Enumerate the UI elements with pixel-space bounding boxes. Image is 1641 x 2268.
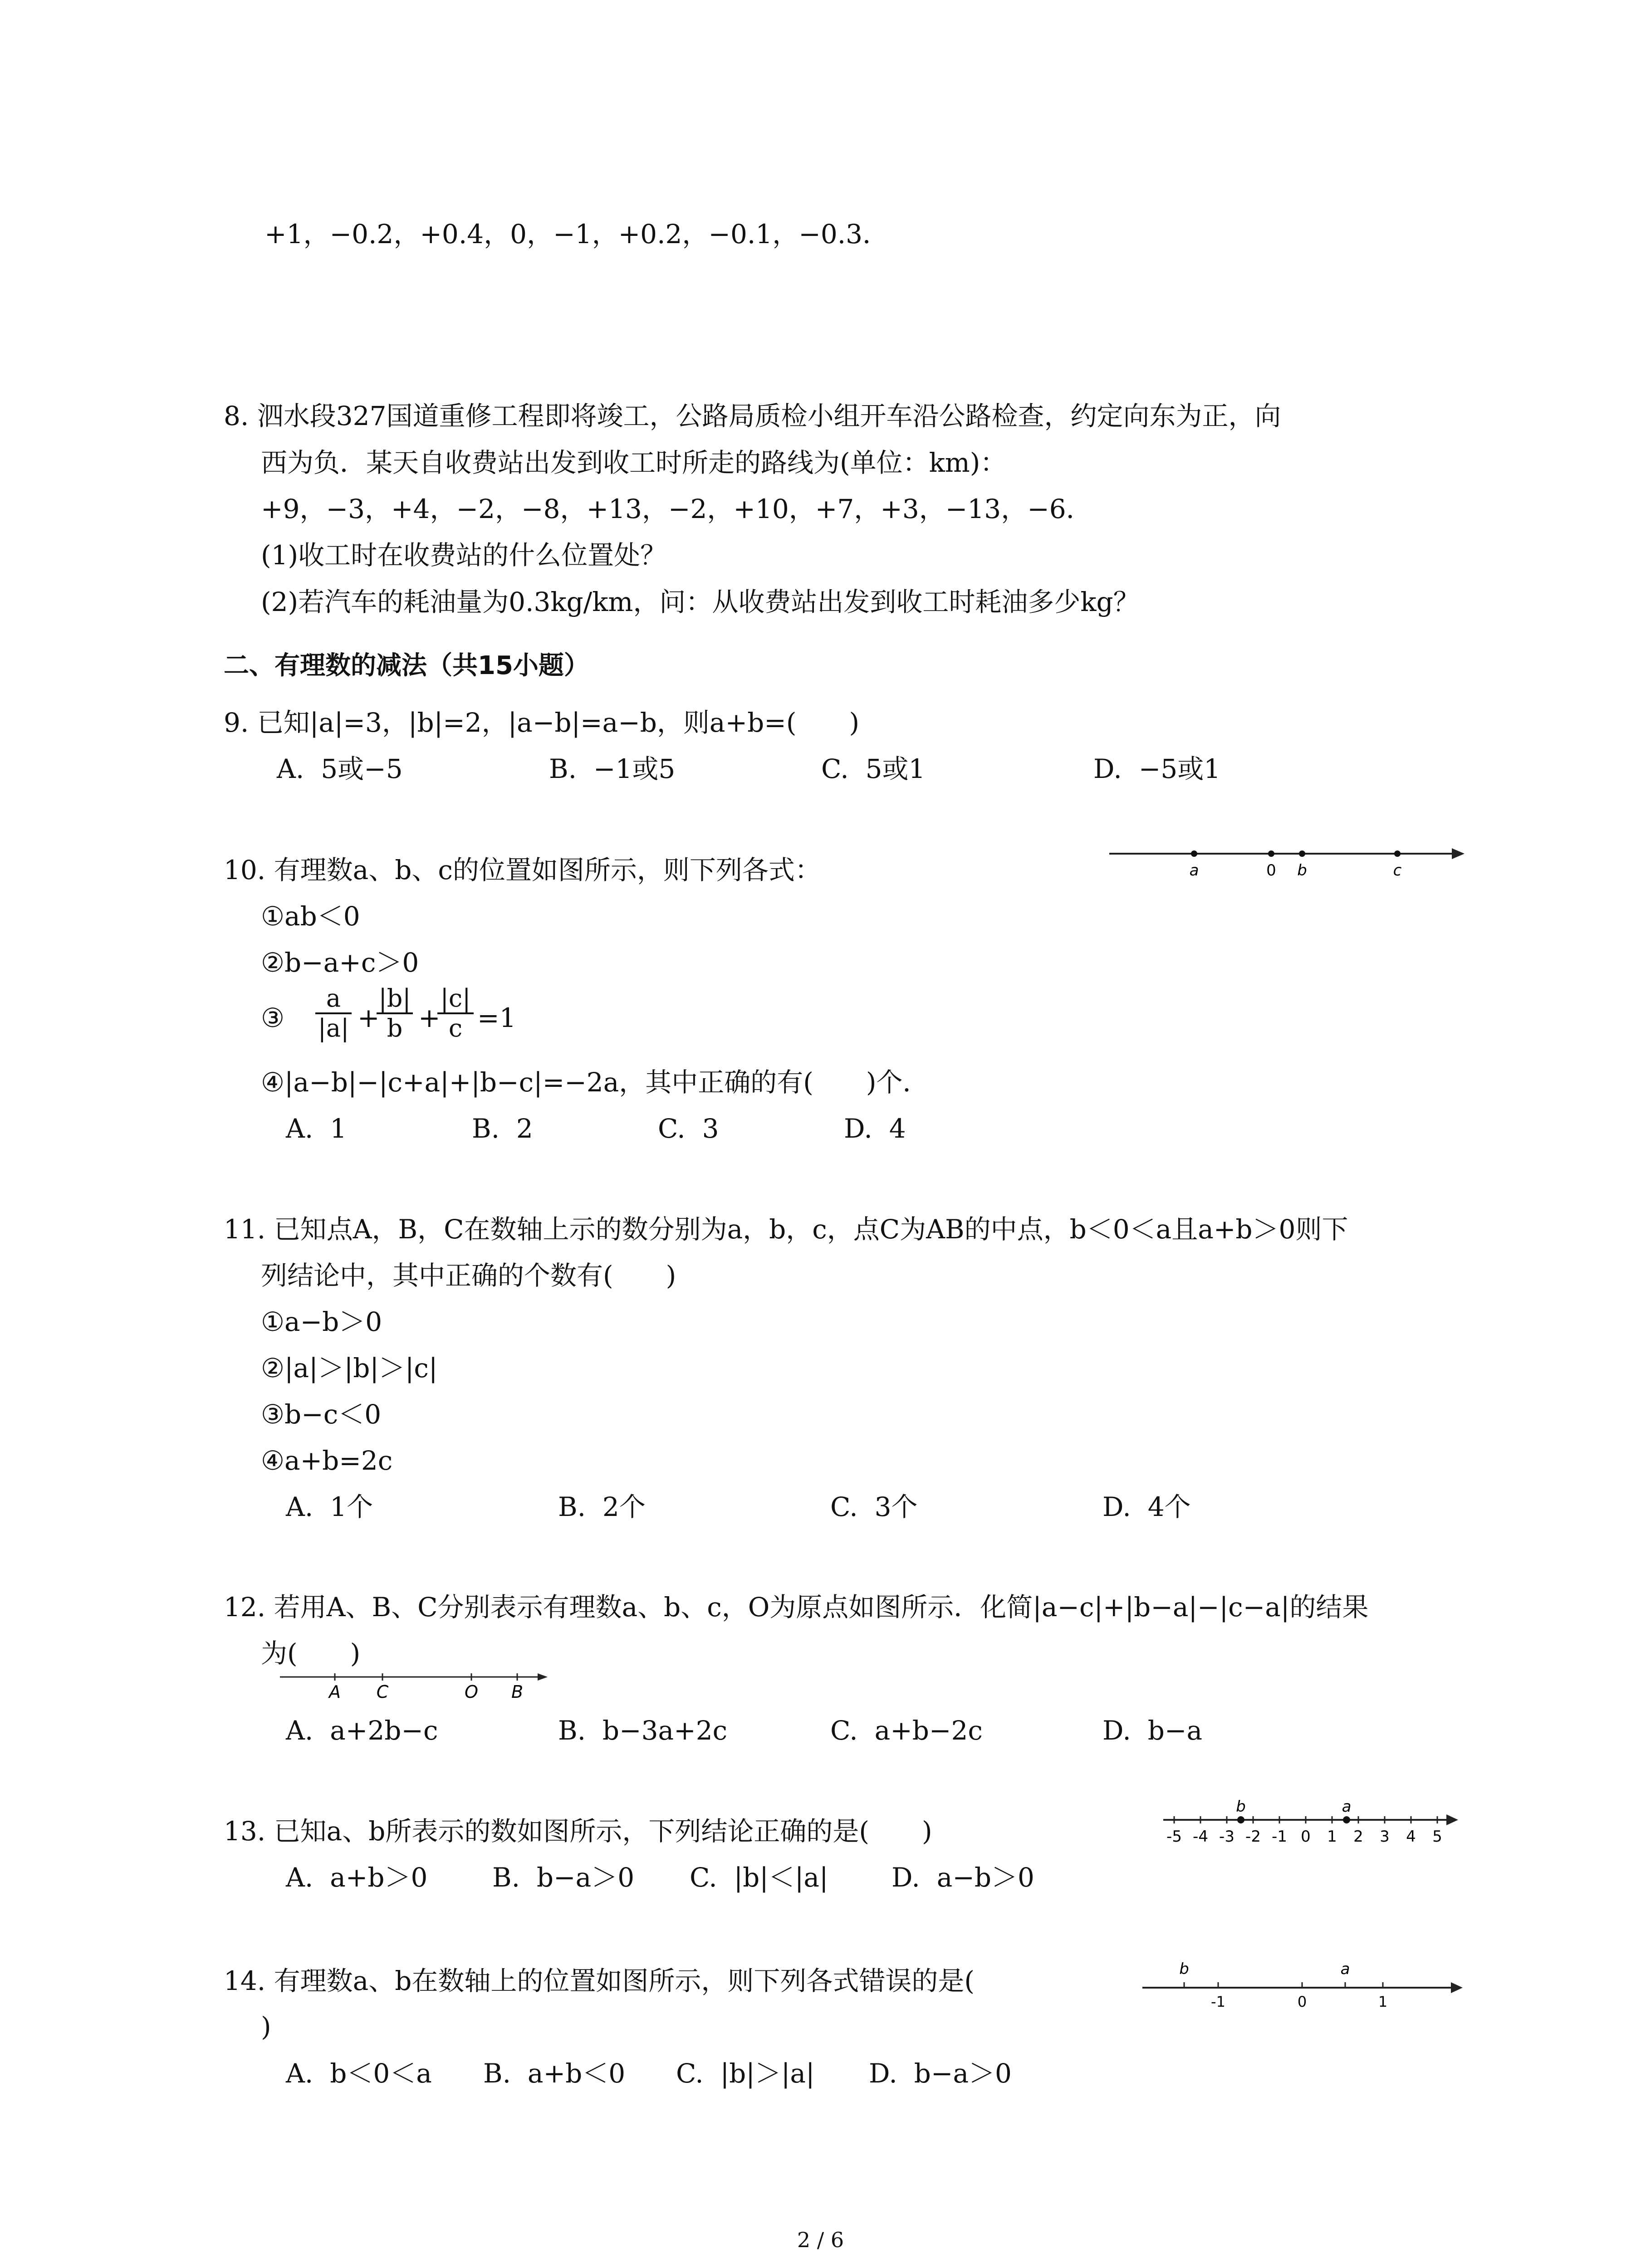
q12-stem-line2: 为( ) [261,1638,361,1669]
q10-statement-4: ④|a−b|−|c+a|+|b−c|=−2a，其中正确的有( )个． [261,1067,929,1098]
axis-tick-label: -2 [1245,1828,1261,1846]
q11-option-d: D. 4个 [1102,1491,1191,1522]
q10-statement-1: ①ab＜0 [261,901,360,932]
label-a: a [1189,861,1199,880]
q12-option-c: C. a+b−2c [830,1715,983,1746]
q12-option-b: B. b−3a+2c [558,1715,728,1746]
q8-route-values: +9，−3，+4，−2，−8，+13，−2，+10，+7，+3，−13，−6． [261,494,1092,524]
fraction-numerator: |b| [378,984,411,1012]
point-b [1237,1816,1244,1823]
q11-option-b: B. 2个 [558,1491,646,1522]
label-b: b [1179,1960,1189,1978]
label-c: c [1393,861,1402,880]
equals-one: =1 [477,1002,516,1033]
axis-tick-label: 2 [1353,1828,1363,1846]
label-a: a [1342,1798,1352,1816]
label-C: C [376,1682,389,1702]
q7-values-line: +1，−0.2，+0.4，0，−1，+0.2，−0.1，−0.3． [265,219,889,249]
page-number: 2 / 6 [797,2228,844,2252]
axis-tick-label: 0 [1301,1828,1311,1846]
axis-tick-label: 1 [1327,1828,1337,1846]
q14-option-c: C. |b|＞|a| [676,2058,815,2089]
q14-number-line [1139,1950,1465,2009]
axis-tick-label: 3 [1380,1828,1390,1846]
q9-stem: 9. 已知|a|=3，|b|=2，|a−b|=a−b，则a+b=( ) [224,707,860,738]
fraction-denominator: b [377,1012,413,1042]
label-b: b [1236,1798,1246,1816]
label-B: B [511,1682,524,1702]
tick-label-one: 1 [1378,1993,1388,2009]
q13-stem: 13. 已知a、b所表示的数如图所示，下列结论正确的是( ) [224,1816,932,1847]
axis-tick-label: -5 [1166,1828,1182,1846]
q12-stem-line1: 12. 若用A、B、C分别表示有理数a、b、c，O为原点如图所示．化简|a−c|+|b−a|−|c−a|的结果 [224,1592,1369,1623]
fraction-denominator: |a| [315,1012,352,1042]
q9-option-b: B. −1或5 [549,753,676,784]
q11-statement-3: ③b−c＜0 [261,1399,382,1430]
q10-statement-2: ②b−a+c＞0 [261,947,419,978]
q9-option-d: D. −5或1 [1093,753,1221,784]
q8-part2: (2)若汽车的耗油量为0.3kg/km，问：从收费站出发到收工时耗油多少kg？ [261,587,1140,617]
q14-stem-line2: ) [261,2011,271,2042]
axis-tick-label: -4 [1193,1828,1208,1846]
q10-stem: 10. 有理数a、b、c的位置如图所示，则下列各式： [224,855,821,885]
axis-tick-label: 5 [1432,1828,1442,1846]
q14-option-a: A. b＜0＜a [286,2058,432,2089]
arrow-head [538,1673,548,1681]
arrow-head [1446,1814,1458,1825]
q11-option-a: A. 1个 [286,1491,373,1522]
q8-stem-line2: 西为负．某天自收费站出发到收工时所走的路线为(单位：km)： [261,447,1007,478]
axis-tick-label: -3 [1219,1828,1234,1846]
plus-sign: + [358,1002,380,1033]
q10-fraction-2 [377,984,413,1042]
tick-label-zero: 0 [1297,1993,1307,2009]
q10-option-b: B. 2 [472,1113,533,1144]
tick-label-minus-one: -1 [1211,1993,1225,2009]
q12-number-line [279,1667,551,1708]
q11-option-c: C. 3个 [830,1491,918,1522]
q10-number-line [1107,839,1465,880]
q12-option-d: D. b−a [1102,1715,1203,1746]
q13-number-line [1161,1796,1461,1851]
q9-option-a: A. 5或−5 [277,753,403,784]
q9-option-c: C. 5或1 [821,753,926,784]
arrow-head [1451,1982,1463,1993]
q10-option-a: A. 1 [286,1113,347,1144]
section-heading: 二、有理数的减法（共15小题） [224,651,589,680]
q13-option-a: A. a+b＞0 [286,1862,428,1893]
point-origin [1268,850,1274,857]
q11-statement-1: ①a−b＞0 [261,1306,382,1337]
q10-option-c: C. 3 [658,1113,719,1144]
q10-fraction-3 [437,984,474,1042]
q13-option-d: D. a−b＞0 [892,1862,1034,1893]
q14-option-d: D. b−a＞0 [869,2058,1012,2089]
label-O: O [465,1682,478,1702]
q11-stem-line1: 11. 已知点A，B，C在数轴上示的数分别为a，b，c，点C为AB的中点，b＜0＜a且a+b＞0则下 [224,1214,1348,1245]
label-zero: 0 [1266,861,1276,880]
axis-tick-label: -1 [1272,1828,1287,1846]
q10-option-d: D. 4 [844,1113,906,1144]
q12-option-a: A. a+2b−c [286,1715,438,1746]
point-b [1299,850,1305,857]
q11-statement-2: ②|a|＞|b|＞|c| [261,1353,438,1383]
point-c [1394,850,1401,857]
q11-statement-4: ④a+b=2c [261,1445,393,1476]
q10-fraction-1 [315,984,352,1042]
q14-option-b: B. a+b＜0 [483,2058,626,2089]
q13-option-b: B. b−a＞0 [492,1862,635,1893]
fraction-numerator: |c| [440,984,471,1012]
q11-stem-line2: 列结论中，其中正确的个数有( ) [261,1260,676,1291]
point-a [1191,850,1197,857]
fraction-denominator: c [437,1012,474,1042]
q8-stem-line1: 8. 泗水段327国道重修工程即将竣工，公路局质检小组开车沿公路检查，约定向东为正，向 [224,401,1281,431]
fraction-numerator: a [326,984,341,1012]
axis-tick-label: 4 [1406,1828,1416,1846]
arrow-head [1452,848,1465,859]
q13-option-c: C. |b|＜|a| [690,1862,828,1893]
label-a: a [1340,1960,1350,1978]
q8-part1: (1)收工时在收费站的什么位置处？ [261,540,667,571]
q10-statement-3-prefix: ③ [261,1002,284,1033]
point-a [1343,1816,1350,1823]
q14-stem-line1: 14. 有理数a、b在数轴上的位置如图所示，则下列各式错误的是( [224,1965,975,1996]
label-b: b [1297,861,1307,880]
label-A: A [329,1682,341,1702]
plus-sign: + [418,1002,441,1033]
